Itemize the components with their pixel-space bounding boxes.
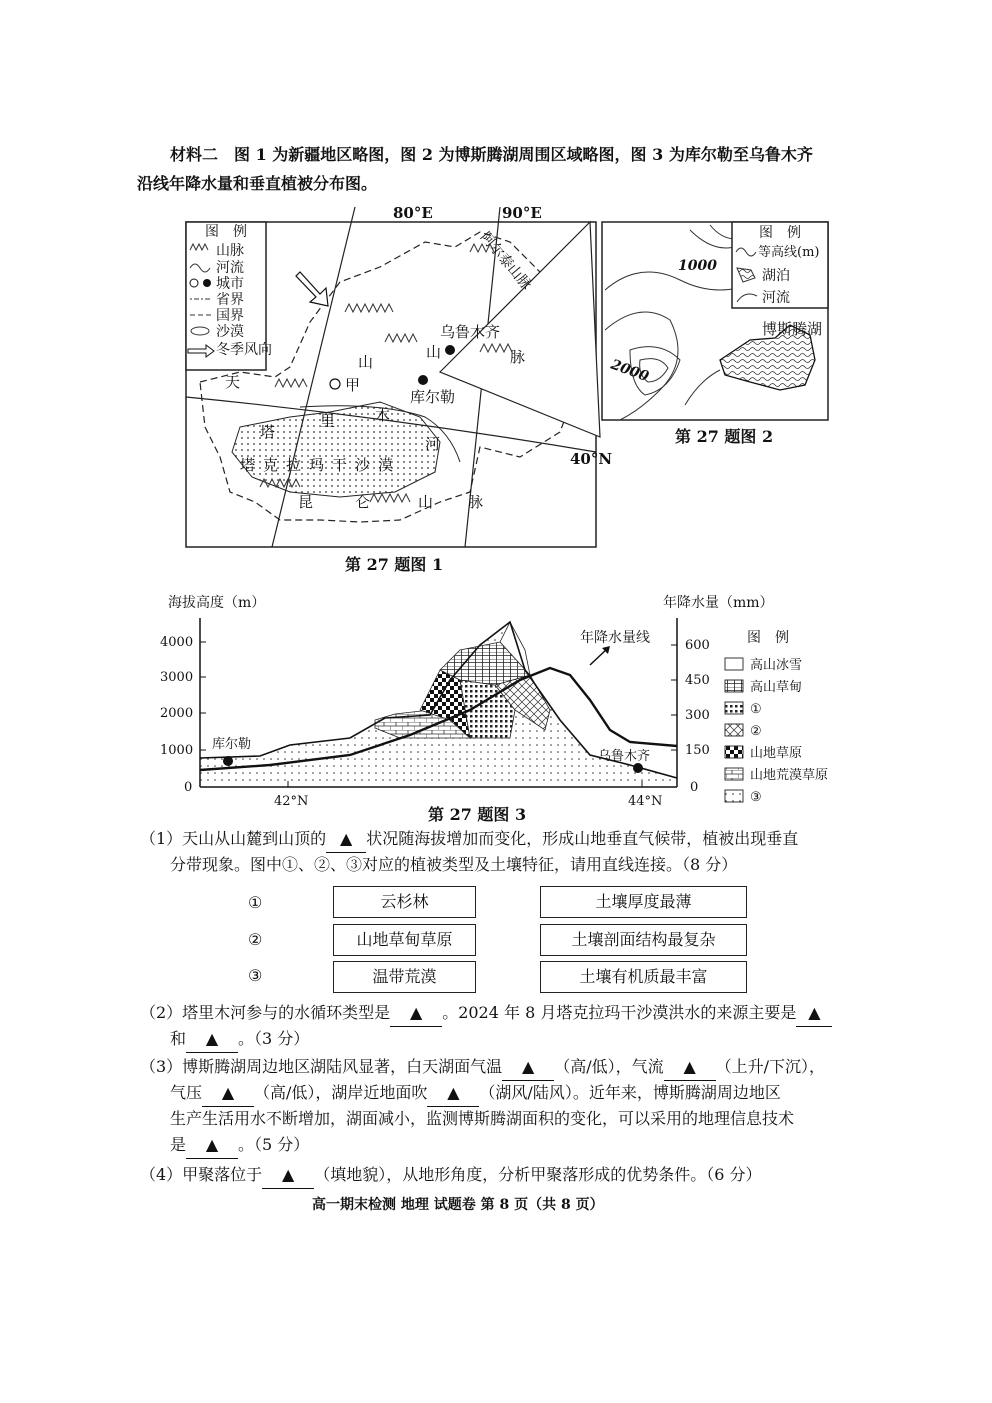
right-tick-450: 450 xyxy=(685,673,710,688)
kunlun-3: 山 xyxy=(418,493,434,511)
x-tick-42N: 42°N xyxy=(274,794,309,809)
korla-point-icon xyxy=(223,756,233,766)
q2-line-2: 和 ▲ 。（3 分） xyxy=(170,1026,309,1053)
bosten-lake-label: 博斯腾湖 xyxy=(762,320,823,338)
altai-label: 阿尔泰山脉 xyxy=(476,229,535,294)
tian-label: 天 xyxy=(225,373,241,391)
fig1-legend-wind: 冬季风向 xyxy=(216,342,272,358)
legend-band1-icon xyxy=(725,702,743,714)
korla-city-icon xyxy=(418,375,428,385)
veg-box-spruce[interactable]: 云杉林 xyxy=(333,886,476,918)
korla-label: 库尔勒 xyxy=(410,388,456,406)
fig3-korla-label: 库尔勒 xyxy=(212,737,252,752)
q3-blank-5[interactable]: ▲ xyxy=(186,1132,238,1159)
q2-blank-2[interactable]: ▲ xyxy=(796,1000,832,1027)
legend-desert-steppe: 山地荒漠草原 xyxy=(750,768,829,783)
figure-1-caption: 第 27 题图 1 xyxy=(345,555,444,574)
fig1-legend-mountain: 山脉 xyxy=(216,243,244,259)
legend-band3: ③ xyxy=(750,790,762,805)
q4-line: （4）甲聚落位于 ▲ （填地貌），从地形角度，分析甲聚落形成的优势条件。（6 分） xyxy=(140,1162,761,1189)
jia-settlement-icon xyxy=(330,379,340,389)
fig3-urumqi-label: 乌鲁木齐 xyxy=(598,749,651,764)
figure-3-profile-chart xyxy=(150,610,890,809)
left-tick-2000: 2000 xyxy=(160,706,194,721)
soil-box-complex[interactable]: 土壤剖面结构最复杂 xyxy=(540,924,747,956)
q3-blank-1[interactable]: ▲ xyxy=(502,1054,554,1081)
kunlun-2: 仑 xyxy=(355,493,371,511)
contour-1000: 1000 xyxy=(678,258,717,274)
material-line-2: 沿线年降水量和垂直植被分布图。 xyxy=(137,174,378,193)
right-tick-150: 150 xyxy=(685,743,710,758)
soil-box-thinnest[interactable]: 土壤厚度最薄 xyxy=(540,886,747,918)
desert-label: 塔克拉玛干沙漠 xyxy=(240,456,402,474)
fig2-legend-contour: 等高线(m) xyxy=(758,245,820,260)
figure-1-map xyxy=(180,202,613,552)
winter-wind-arrow-icon xyxy=(296,272,328,306)
fig3-right-axis-label: 年降水量（mm） xyxy=(663,595,774,611)
left-tick-4000: 4000 xyxy=(160,635,194,650)
material-line-1: 材料二 图 1 为新疆地区略图，图 2 为博斯腾湖周围区域略图，图 3 为库尔勒至乌鲁木齐 xyxy=(170,145,813,164)
precip-line-label: 年降水量线 xyxy=(580,630,650,646)
kunlun-4: 脉 xyxy=(468,493,484,511)
q3-line-2: 气压 ▲ （高/低），湖岸近地面吹 ▲ （湖风/陆风）。近年来，博斯腾湖周边地区 xyxy=(170,1080,781,1107)
veg-box-meadow-steppe[interactable]: 山地草甸草原 xyxy=(333,924,476,956)
figure-3-caption: 第 27 题图 3 xyxy=(428,805,527,824)
left-tick-0: 0 xyxy=(184,780,193,795)
q1-line-2: 分带现象。图中①、②、③对应的植被类型及土壤特征，请用直线连接。（8 分） xyxy=(170,855,738,874)
legend-steppe-icon xyxy=(725,746,743,758)
legend-meadow: 高山草甸 xyxy=(750,680,803,695)
lat-40-label: 40°N xyxy=(570,450,613,468)
fig1-legend-city: 城市 xyxy=(216,276,244,292)
jia-label: 甲 xyxy=(345,376,361,394)
legend-band3-icon xyxy=(725,790,743,802)
match-num-1: ① xyxy=(248,893,263,912)
fig3-left-axis-label: 海拔高度（m） xyxy=(168,595,266,611)
q3-line-4: 是 ▲ 。（5 分） xyxy=(170,1132,309,1159)
fig2-legend-lake: 湖泊 xyxy=(762,268,790,284)
legend-snow: 高山冰雪 xyxy=(750,658,803,673)
kunlun-1: 昆 xyxy=(298,493,314,511)
lon-80-label: 80°E xyxy=(393,204,433,222)
q1-line-1: （1）天山从山麓到山顶的 ▲ 状况随海拔增加而变化，形成山地垂直气候带，植被出现垂直 xyxy=(140,826,798,853)
urumqi-point-icon xyxy=(633,763,643,773)
figure-2-caption: 第 27 题图 2 xyxy=(675,427,774,446)
q4-blank[interactable]: ▲ xyxy=(262,1162,314,1189)
page-footer: 高一期末检测 地理 试题卷 第 8 页（共 8 页） xyxy=(312,1197,604,1213)
fig1-legend-desert: 沙漠 xyxy=(216,324,244,340)
left-tick-3000: 3000 xyxy=(160,670,194,685)
legend-meadow-icon xyxy=(725,680,743,692)
right-tick-600: 600 xyxy=(685,638,710,653)
q3-line-3: 生产生活用水不断增加，湖面减小，监测博斯腾湖面积的变化，可以采用的地理信息技术 xyxy=(170,1109,795,1128)
mu-label: 木 xyxy=(375,406,391,424)
fig3-legend-title: 图 例 xyxy=(747,630,789,646)
q2-line-1: （2）塔里木河参与的水循环类型是 ▲ 。2024 年 8 月塔克拉玛干沙漠洪水的来源主要是 ▲ xyxy=(140,1000,832,1027)
fig1-legend-national: 国界 xyxy=(216,308,244,324)
legend-band2-icon xyxy=(725,724,743,736)
q2-blank-3[interactable]: ▲ xyxy=(186,1026,238,1053)
lon-90-label: 90°E xyxy=(502,204,542,222)
fig2-legend-title: 图 例 xyxy=(759,225,801,241)
ta-label: 塔 xyxy=(260,423,276,441)
match-num-3: ③ xyxy=(248,966,263,985)
q3-blank-2[interactable]: ▲ xyxy=(664,1054,716,1081)
fig1-legend-province: 省界 xyxy=(216,292,244,308)
q3-blank-3[interactable]: ▲ xyxy=(202,1080,254,1107)
shan-label: 山 xyxy=(358,353,374,371)
legend-steppe: 山地草原 xyxy=(750,746,803,761)
he-label: 河 xyxy=(425,435,441,453)
q1-blank[interactable]: ▲ xyxy=(326,826,366,853)
x-tick-44N: 44°N xyxy=(628,794,663,809)
legend-desert-steppe-icon xyxy=(725,768,743,780)
legend-city-icon xyxy=(203,279,211,287)
right-tick-0: 0 xyxy=(690,780,699,795)
match-num-2: ② xyxy=(248,930,263,949)
li-label: 里 xyxy=(320,412,336,430)
veg-box-desert[interactable]: 温带荒漠 xyxy=(333,961,476,993)
q2-blank-1[interactable]: ▲ xyxy=(390,1000,442,1027)
urumqi-city-icon xyxy=(445,345,455,355)
q3-blank-4[interactable]: ▲ xyxy=(427,1080,479,1107)
legend-band1: ① xyxy=(750,702,762,717)
fig1-legend-title: 图 例 xyxy=(205,224,247,240)
q3-line-1: （3）博斯腾湖周边地区湖陆风显著，白天湖面气温 ▲ （高/低），气流 ▲ （上升/下沉）， xyxy=(140,1054,825,1081)
left-tick-1000: 1000 xyxy=(160,743,194,758)
mai-label: 脉 xyxy=(510,348,526,366)
figure-2-map xyxy=(600,220,832,422)
shan2-label: 山 xyxy=(426,343,442,361)
fig1-legend-river: 河流 xyxy=(216,260,244,276)
right-tick-300: 300 xyxy=(685,708,710,723)
legend-settlement-icon xyxy=(190,279,198,287)
urumqi-label: 乌鲁木齐 xyxy=(440,323,501,341)
soil-box-organic[interactable]: 土壤有机质最丰富 xyxy=(540,961,747,993)
legend-band2: ② xyxy=(750,724,762,739)
legend-snow-icon xyxy=(725,658,743,670)
fig2-legend-river: 河流 xyxy=(762,290,790,306)
contour-2000: 2000 xyxy=(608,356,651,386)
